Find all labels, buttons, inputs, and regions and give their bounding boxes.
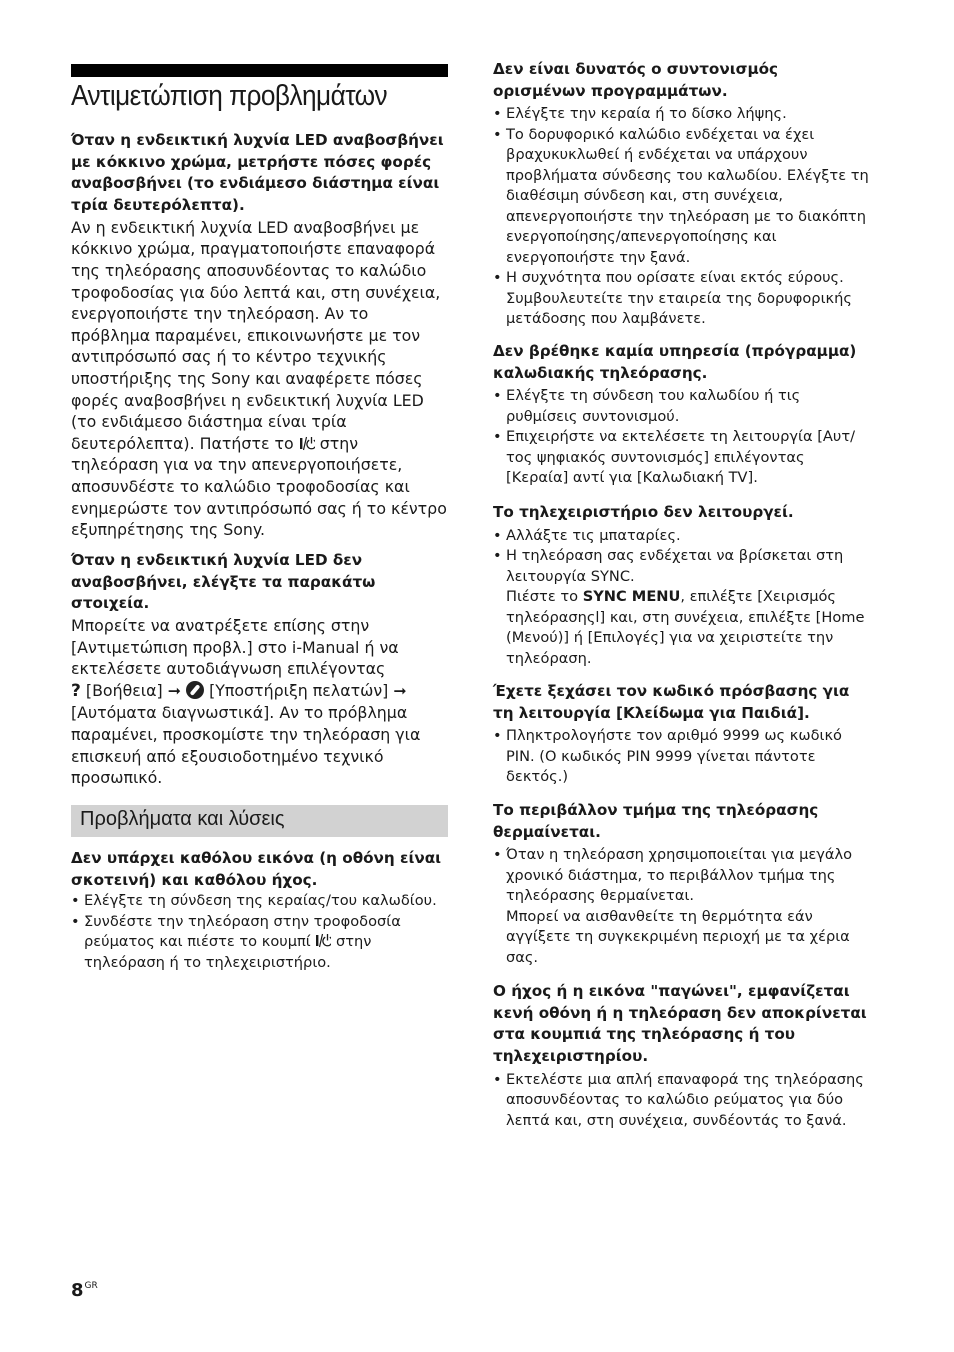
list-item: • Ελέγξτε τη σύνδεση της κεραίας/του καλωδίου. — [71, 891, 448, 912]
led-blinking-text-a: Αν η ενδεικτική λυχνία LED αναβοσβήνει με κόκκινο χρώμα, πραγματοποιήστε επαναφορά της τηλεόρασης αποσυνδέοντας το καλώδιο τροφοδοσίας για δύο λεπτά και, στη συνέχεια, ενεργοποιήστε την τηλεόραση. Αν το πρόβλημα παραμένει, επικοινωνήστε με τον αντιπρόσωπό σας ή το κέντρο τεχνικής υποστήριξης της Sony και αναφέρετε πόσες φορές αναβοσβήνει η ενδεικτική λυχνία LED (το ενδιάμεσο διάστημα είναι τρία δευτερόλεπτα). Πατήστε το — [71, 217, 441, 453]
list-item — [493, 845, 871, 968]
power-tip-text-a: Συνδέστε την τηλεόραση στην τροφοδοσία ρεύματος και πιέστε το κουμπί — [84, 912, 401, 951]
parental-lock-list — [493, 726, 871, 788]
page-number-value: 8 — [71, 1280, 84, 1301]
arrow-right-icon: ➞ — [393, 680, 407, 700]
customer-support-label: [Υποστήριξη πελατών] — [209, 680, 389, 700]
led-not-blinking-body — [71, 615, 448, 789]
led-not-blinking-section — [71, 550, 448, 789]
help-question-icon: ? — [71, 680, 81, 701]
sync-menu-button-label: SYNC MENU — [582, 588, 681, 606]
heat-section — [493, 800, 871, 968]
heat-text: Όταν η τηλεόραση χρησιμοποιείται για μεγάλο χρονικό διάστημα, το περιβάλλον τμήμα της τηλεόρασης θερμαίνεται. — [506, 846, 853, 905]
parental-lock-heading: Έχετε ξεχάσει τον κωδικό πρόσβασης για τη λειτουργία [Κλείδωμα για Παιδιά]. — [493, 682, 850, 722]
arrow-right-icon: ➞ — [167, 680, 181, 700]
list-item: • Η συχνότητα που ορίσατε είναι εκτός εύρους. Συμβουλευτείτε την εταιρεία της δορυφορικής μετάδοσης που λαμβάνετε. — [493, 268, 871, 330]
parental-lock-section — [493, 681, 871, 788]
heat-list — [493, 845, 871, 968]
cable-service-heading: Δεν βρέθηκε καμία υπηρεσία (πρόγραμμα) καλωδιακής τηλεόρασης. — [493, 342, 857, 382]
led-blinking-body — [71, 217, 448, 541]
no-picture-section — [71, 848, 448, 973]
tuning-section — [493, 59, 871, 330]
sync-menu-instruction — [506, 587, 871, 669]
section-title: Προβλήματα και λύσεις — [80, 808, 285, 830]
cable-service-section — [493, 341, 871, 489]
freeze-heading: Ο ήχος ή η εικόνα "παγώνει", εμφανίζεται κενή οθόνη ή η τηλεόραση δεν αποκρίνεται στα κουμπιά της τηλεόρασης ή του τηλεχειριστηρίου. — [493, 982, 867, 1066]
list-item — [493, 546, 871, 669]
list-item: • Αλλάξτε τις μπαταρίες. — [493, 526, 871, 547]
freeze-section — [493, 981, 871, 1131]
self-diagnosis-text-a: Μπορείτε να ανατρέξετε επίσης στην [Αντιμετώπιση προβλ.] στο i-Manual ή να εκτελέσετε αυτοδιάγνωση επιλέγοντας — [71, 616, 399, 679]
self-diagnosis-text-b: [Αυτόματα διαγνωστικά]. Αν το πρόβλημα παραμένει, προσκομίστε την τηλεόραση για επισκευή από εξουσιοδοτημένο τεχνικό προσωπικό. — [71, 703, 421, 788]
section-header-bar — [71, 805, 448, 837]
remote-list — [493, 526, 871, 670]
list-item: • Εκτελέστε μια απλή επαναφορά της τηλεόρασης αποσυνδέοντας το καλώδιο ρεύματος για δύο λεπτά και, στη συνέχεια, συνδέοντάς το ξανά. — [493, 1070, 871, 1132]
page-number — [71, 1280, 98, 1301]
help-menu-label: [Βοήθεια] — [85, 680, 163, 700]
list-item — [71, 912, 448, 974]
heat-note: Μπορεί να αισθανθείτε τη θερμότητα εάν αγγίξετε τη συγκεκριμένη περιοχή με τα χέρια σας. — [506, 907, 850, 966]
no-picture-list — [71, 891, 448, 973]
power-icon — [299, 436, 315, 451]
no-picture-heading: Δεν υπάρχει καθόλου εικόνα (η οθόνη είναι σκοτεινή) και καθόλου ήχος. — [71, 849, 442, 889]
power-tip-text-b: στην τηλεόραση ή το τηλεχειριστήριο. — [84, 933, 372, 971]
heat-heading: Το περιβάλλον τμήμα της τηλεόρασης θερμαίνεται. — [493, 801, 819, 841]
cable-service-list — [493, 386, 871, 489]
led-blinking-text-b: στην τηλεόραση για να την απενεργοποιήσετε, αποσυνδέστε το καλώδιο τροφοδοσίας και ενημερώστε τον αντιπρόσωπό σας ή το κέντρο εξυπηρέτησης της Sony. — [71, 433, 447, 540]
list-item: • Ελέγξτε τη σύνδεση του καλωδίου ή τις ρυθμίσεις συντονισμού. — [493, 386, 871, 427]
led-blinking-section — [71, 130, 448, 541]
sync-instruction-a: Πιέστε το — [506, 588, 583, 606]
led-blinking-heading: Όταν η ενδεικτική λυχνία LED αναβοσβήνει με κόκκινο χρώμα, μετρήστε πόσες φορές αναβοσβήνει (το ενδιάμεσο διάστημα είναι τρία δευτερόλεπτα). — [71, 131, 444, 215]
tuning-list — [493, 104, 871, 330]
wrench-icon — [186, 681, 204, 699]
list-item: • Επιχειρήστε να εκτελέσετε τη λειτουργία [Αυτ/τος ψηφιακός συντονισμός] επιλέγοντας [Κεραία] αντί για [Καλωδιακή TV]. — [493, 427, 871, 489]
sync-mode-text: Η τηλεόραση σας ενδέχεται να βρίσκεται στη λειτουργία SYNC. — [506, 547, 844, 585]
remote-section — [493, 502, 871, 669]
freeze-list — [493, 1070, 871, 1132]
power-icon — [315, 933, 331, 948]
page-title: Αντιμετώπιση προβλημάτων — [71, 80, 388, 112]
tuning-heading: Δεν είναι δυνατός ο συντονισμός ορισμένων προγραμμάτων. — [493, 60, 779, 100]
led-not-blinking-heading: Όταν η ενδεικτική λυχνία LED δεν αναβοσβήνει, ελέγξτε τα παρακάτω στοιχεία. — [71, 551, 376, 613]
page-language-suffix: GR — [84, 1281, 98, 1291]
list-item: • Το δορυφορικό καλώδιο ενδέχεται να έχει βραχυκυκλωθεί ή ενδέχεται να υπάρχουν προβλήματα σύνδεσης του καλωδίου. Ελέγξτε τη διαθέσιμη σύνδεση και, στη συνέχεια, απενεργοποιήστε την τηλεόραση με το διακόπτη ενεργοποίησης/απενεργοποίησης και ενεργοποιήστε την ξανά. — [493, 125, 871, 269]
list-item: • Ελέγξτε την κεραία ή το δίσκο λήψης. — [493, 104, 871, 125]
list-item: • Πληκτρολογήστε τον αριθμό 9999 ως κωδικό PIN. (Ο κωδικός PIN 9999 γίνεται πάντοτε δεκτός.) — [493, 726, 871, 788]
remote-heading: Το τηλεχειριστήριο δεν λειτουργεί. — [493, 503, 794, 521]
title-rule — [71, 64, 448, 77]
sync-instruction-b: , επιλέξτε [Χειρισμός τηλεόρασηςl] και, στη συνέχεια, επιλέξτε [Home (Μενού)] ή [Επιλογές] για να χειριστείτε την τηλεόραση. — [506, 588, 865, 667]
